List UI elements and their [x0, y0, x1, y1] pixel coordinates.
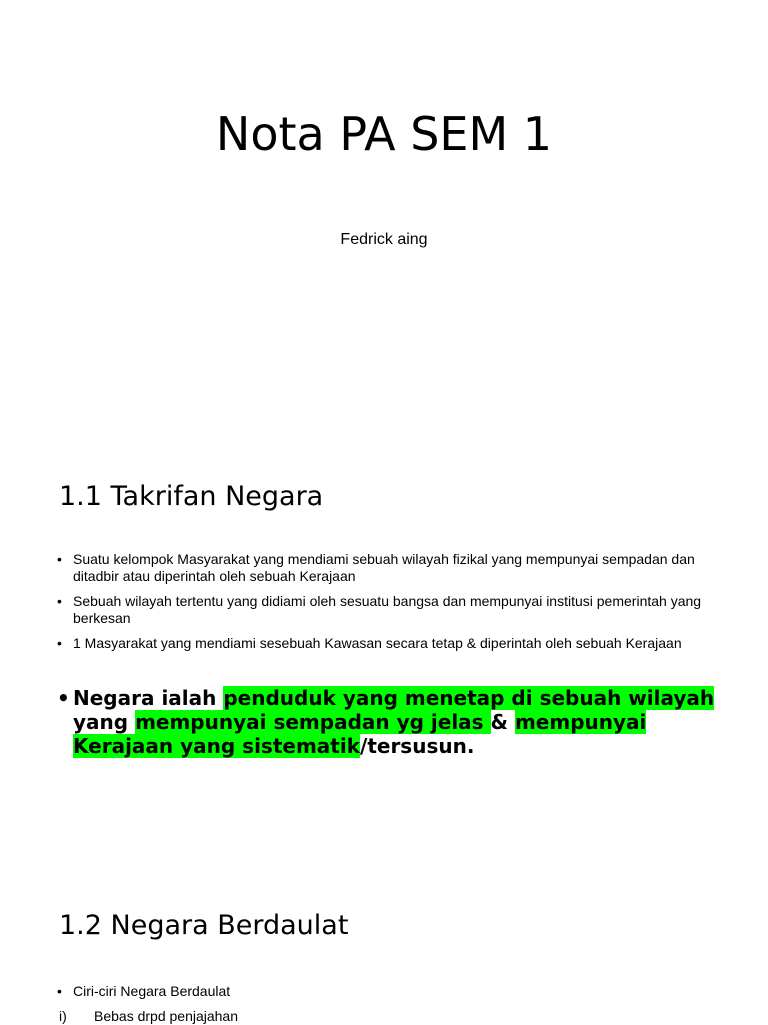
- list-item: [57, 635, 717, 652]
- list-item-text: Sebuah wilayah tertentu yang didiami oleh sesuatu bangsa dan mempunyai institusi pemerintah yang berkesan: [73, 593, 702, 626]
- numbered-item: [59, 1008, 238, 1025]
- list-item: [57, 593, 717, 627]
- author-subtitle: Fedrick aing: [340, 231, 428, 248]
- numbered-item-text: Bebas drpd penjajahan: [94, 1008, 239, 1024]
- list-item-text: Ciri-ciri Negara Berdaulat: [73, 983, 231, 999]
- characteristics-list: [57, 983, 717, 1008]
- section-heading-berdaulat: 1.2 Negara Berdaulat: [59, 910, 349, 941]
- emphasis-text: Negara ialah: [73, 686, 224, 710]
- list-item-text: Suatu kelompok Masyarakat yang mendiami sebuah wilayah fizikal yang mempunyai sempadan dan ditadbir atau diperintah oleh sebuah Kerajaan: [73, 551, 695, 584]
- highlighted-text: mempunyai sempadan yg jelas: [135, 710, 491, 734]
- emphasis-text: /tersusun.: [360, 734, 475, 758]
- bullet-icon: •: [57, 686, 70, 710]
- bullet-icon: •: [57, 983, 62, 999]
- title-slide: [0, 0, 768, 430]
- emphasis-text: yang: [73, 710, 136, 734]
- list-item: [57, 551, 717, 585]
- bullet-icon: •: [57, 635, 62, 651]
- list-item: [57, 983, 717, 1000]
- emphasis-definition: [57, 686, 723, 758]
- definition-list: [57, 551, 717, 660]
- slide-negara-berdaulat: [0, 860, 768, 1024]
- list-item-text: 1 Masyarakat yang mendiami sesebuah Kawasan secara tetap & diperintah oleh sebuah Kerajaan: [73, 635, 682, 651]
- bullet-icon: •: [57, 593, 62, 609]
- highlighted-text: penduduk yang menetap di sebuah wilayah: [223, 686, 715, 710]
- item-number: i): [59, 1008, 67, 1024]
- section-heading-takrifan: 1.1 Takrifan Negara: [59, 481, 324, 512]
- emphasis-text: &: [490, 710, 515, 734]
- slide-takrifan-negara: [0, 430, 768, 860]
- highlighted-text: mempunyai Kerajaan yang sistematik: [73, 710, 647, 758]
- page-title: Nota PA SEM 1: [215, 107, 553, 161]
- bullet-icon: •: [57, 551, 62, 567]
